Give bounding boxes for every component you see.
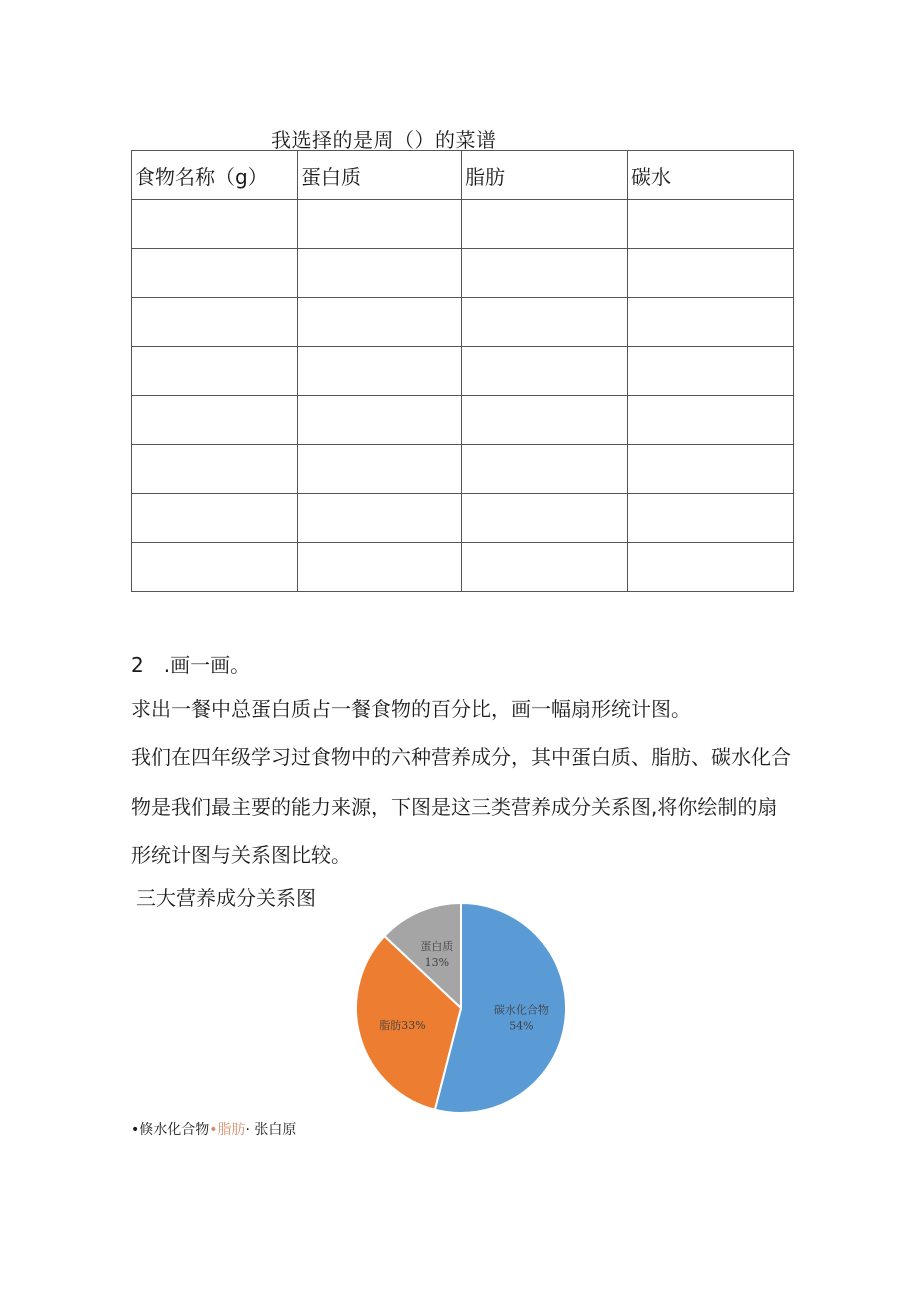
table-cell[interactable] [628,249,794,298]
table-cell[interactable] [132,396,298,445]
table-cell[interactable] [132,347,298,396]
table-cell[interactable] [462,249,628,298]
table-cell[interactable] [462,298,628,347]
pie-pct-label-0: 54% [509,1019,534,1033]
table-cell[interactable] [132,298,298,347]
chart-legend [131,1119,296,1139]
table-cell[interactable] [298,543,462,592]
table-cell[interactable] [462,445,628,494]
table-cell[interactable] [132,494,298,543]
table-cell[interactable] [298,298,462,347]
table-row [132,347,794,396]
section-heading: 2 .画一画。 [131,653,251,677]
header-fat: 脂肪 [462,151,628,200]
table-cell[interactable] [628,347,794,396]
intro-line-2: 物是我们最主要的能力来源，下图是这三类营养成分关系图,将你绘制的扇 [131,795,778,819]
table-cell[interactable] [132,543,298,592]
table-row [132,200,794,249]
table-header-row [132,151,794,200]
table-cell[interactable] [298,249,462,298]
table-row [132,494,794,543]
table-cell[interactable] [132,200,298,249]
header-protein: 蛋白质 [298,151,462,200]
intro-line-1: 我们在四年级学习过食物中的六种营养成分，其中蛋白质、脂肪、碳水化合 [131,745,791,769]
pie-chart [340,895,580,1125]
table-caption: 我选择的是周（）的菜谱 [271,128,497,152]
table-cell[interactable] [298,396,462,445]
legend-item-carbs: •倏水化合物 [131,1122,210,1138]
legend-item-fat: •脂肪 [209,1122,246,1138]
table-cell[interactable] [462,543,628,592]
table-cell[interactable] [628,200,794,249]
table-row [132,396,794,445]
header-food-name: 食物名称（g） [132,151,298,200]
chart-title: 三大营养成分关系图 [136,886,316,910]
table-cell[interactable] [298,494,462,543]
table-cell[interactable] [628,494,794,543]
pie-pct-label-2: 13% [424,956,450,970]
table-cell[interactable] [628,543,794,592]
table-cell[interactable] [462,347,628,396]
pie-label-0: 碳水化合物 [493,1003,549,1017]
header-carbs: 碳水 [628,151,794,200]
table-cell[interactable] [462,494,628,543]
table-cell[interactable] [298,347,462,396]
menu-table [131,150,794,592]
table-cell[interactable] [298,200,462,249]
table-cell[interactable] [628,298,794,347]
pie-label-1: 脂肪33% [379,1018,426,1032]
table-cell[interactable] [628,396,794,445]
table-cell[interactable] [132,249,298,298]
table-row [132,445,794,494]
intro-line-3: 形统计图与关系图比较。 [131,843,351,867]
table-cell[interactable] [298,445,462,494]
table-cell[interactable] [628,445,794,494]
table-row [132,298,794,347]
table-cell[interactable] [462,200,628,249]
table-row [132,543,794,592]
table-cell[interactable] [132,445,298,494]
instruction-paragraph: 求出一餐中总蛋白质占一餐食物的百分比，画一幅扇形统计图。 [131,697,691,721]
table-row [132,249,794,298]
pie-label-2: 蛋白质 [420,940,454,954]
legend-item-protein: · 张白原 [245,1122,297,1138]
table-cell[interactable] [462,396,628,445]
